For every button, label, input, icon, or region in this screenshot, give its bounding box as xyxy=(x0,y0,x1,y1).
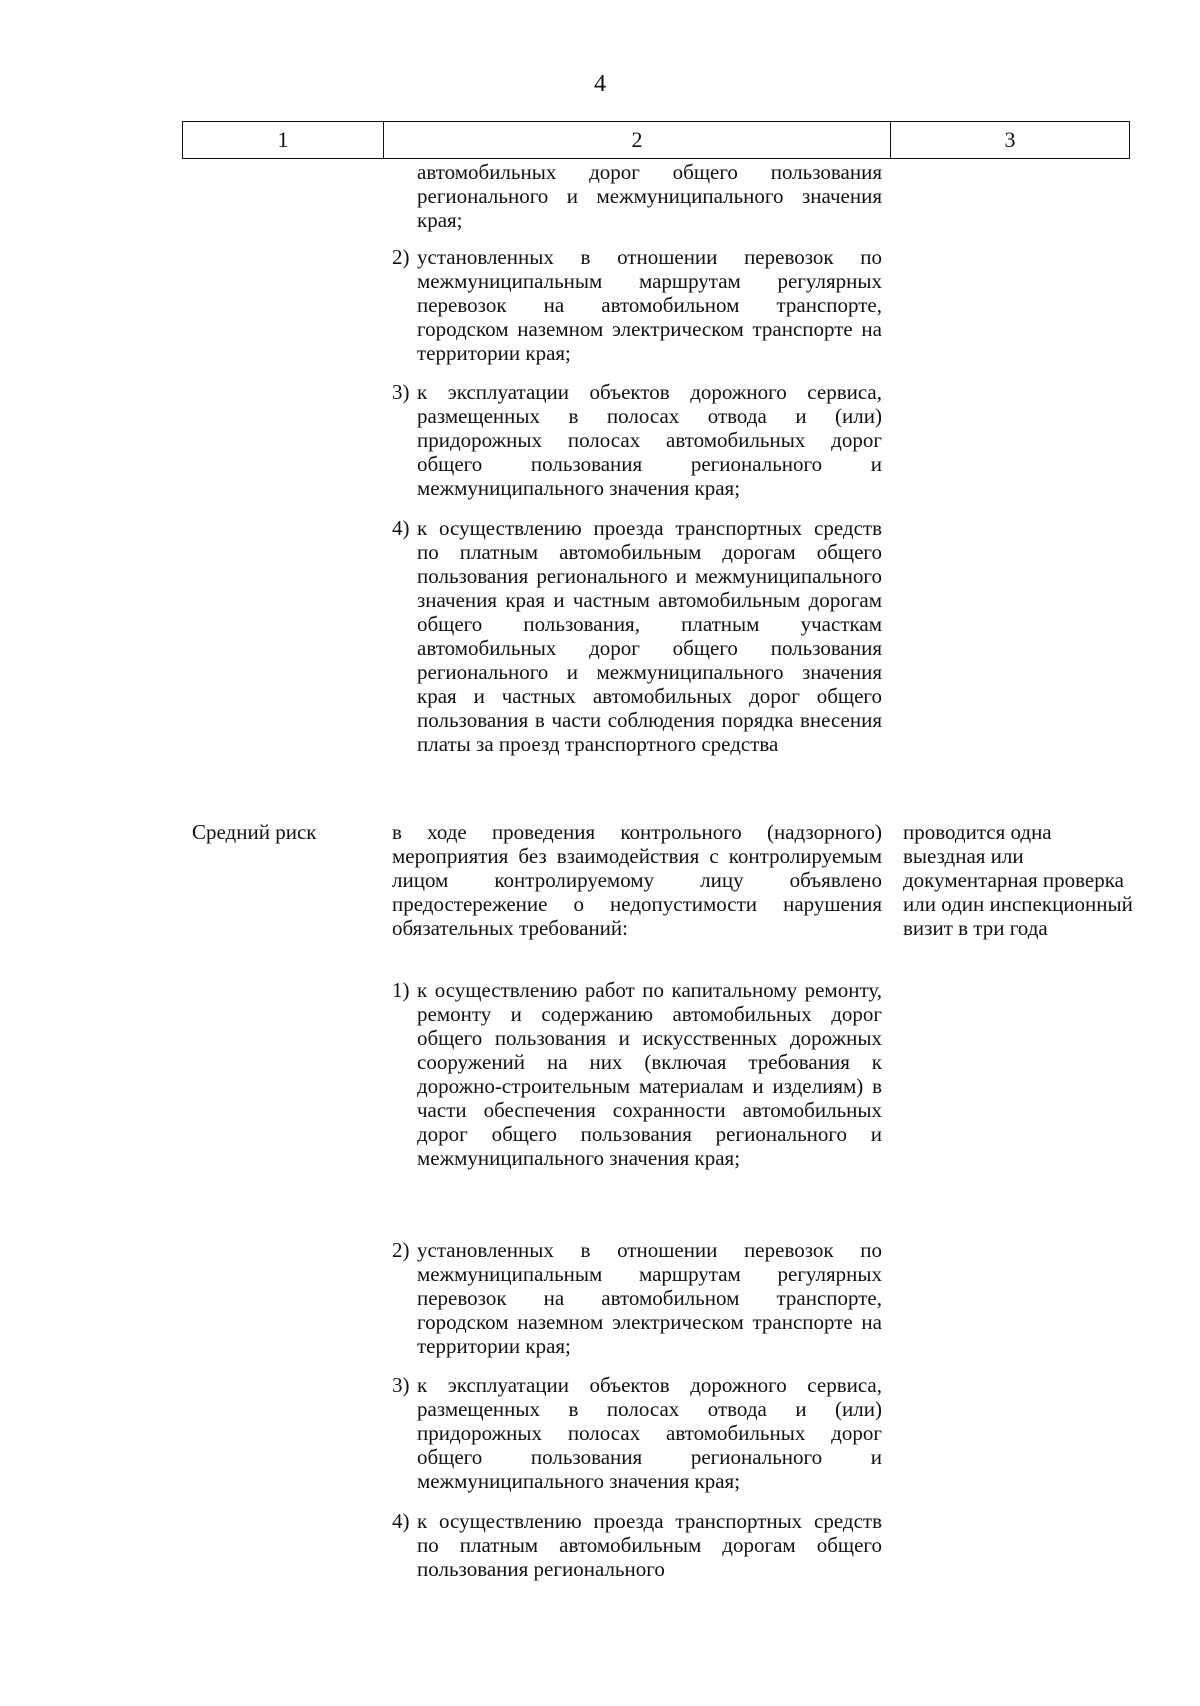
list-item xyxy=(392,1238,882,1358)
list-item-number: 1) xyxy=(392,978,410,1002)
list-item-text: к эксплуатации объектов дорожного сервиса, размещенных в полосах отвода и (или) придорожных полосах автомобильных дорог общего пользования регионального и межмуниципального значения края; xyxy=(417,1373,882,1493)
page-number: 4 xyxy=(594,71,606,97)
list-item-number: 4) xyxy=(392,1509,410,1533)
header-col-3: 3 xyxy=(891,122,1130,159)
list-item xyxy=(392,380,882,500)
list-item-text: к осуществлению проезда транспортных средств по платным автомобильным дорогам общего пользования регионального и межмуниципального значения края и частным автомобильным дорогам общего пользования, платным участкам автомобильных дорог общего пользования регионального и межмуниципального значения края и частных автомобильных дорог общего пользования в части соблюдения порядка внесения платы за проезд транспортного средства xyxy=(417,516,882,756)
list-item xyxy=(392,1509,882,1581)
list-item-text: к осуществлению работ по капитальному ремонту, ремонту и содержанию автомобильных дорог общего пользования и искусственных дорожных сооружений на них (включая требования к дорожно-строительным материалам и изделиям) в части обеспечения сохранности автомобильных дорог общего пользования регионального и межмуниципального значения края; xyxy=(417,978,882,1170)
list-item-text: установленных в отношении перевозок по межмуниципальным маршрутам регулярных перевозок на автомобильном транспорте, городском наземном электрическом транспорте на территории края; xyxy=(417,1238,882,1358)
list-item xyxy=(392,516,882,756)
list-item-number: 4) xyxy=(392,516,410,540)
table-header xyxy=(182,121,1130,159)
header-col-2: 2 xyxy=(384,122,891,159)
list-item-text: установленных в отношении перевозок по межмуниципальным маршрутам регулярных перевозок на автомобильном транспорте, городском наземном электрическом транспорте на территории края; xyxy=(417,245,882,365)
list-item-number: 2) xyxy=(392,1238,410,1262)
criteria-intro: в ходе проведения контрольного (надзорного) мероприятия без взаимодействия с контролируемым лицом контролируемому лицу объявлено предостережение о недопустимости нарушения обязательных требований: xyxy=(392,820,882,940)
list-item-number: 3) xyxy=(392,1373,410,1397)
continuation-text: автомобильных дорог общего пользования регионального и межмуниципального значения края; xyxy=(417,160,882,232)
list-item xyxy=(392,978,882,1170)
list-item xyxy=(392,245,882,365)
header-col-1: 1 xyxy=(183,122,384,159)
list-item-number: 3) xyxy=(392,380,410,404)
risk-category-label: Средний риск xyxy=(192,820,317,844)
list-item-text: к осуществлению проезда транспортных средств по платным автомобильным дорогам общего пользования регионального xyxy=(417,1509,882,1581)
list-item xyxy=(392,1373,882,1493)
check-frequency: проводится одна выездная или документарная проверка или один инспекционный визит в три года xyxy=(903,820,1133,940)
list-item-number: 2) xyxy=(392,245,410,269)
list-item-text: к эксплуатации объектов дорожного сервиса, размещенных в полосах отвода и (или) придорожных полосах автомобильных дорог общего пользования регионального и межмуниципального значения края; xyxy=(417,380,882,500)
